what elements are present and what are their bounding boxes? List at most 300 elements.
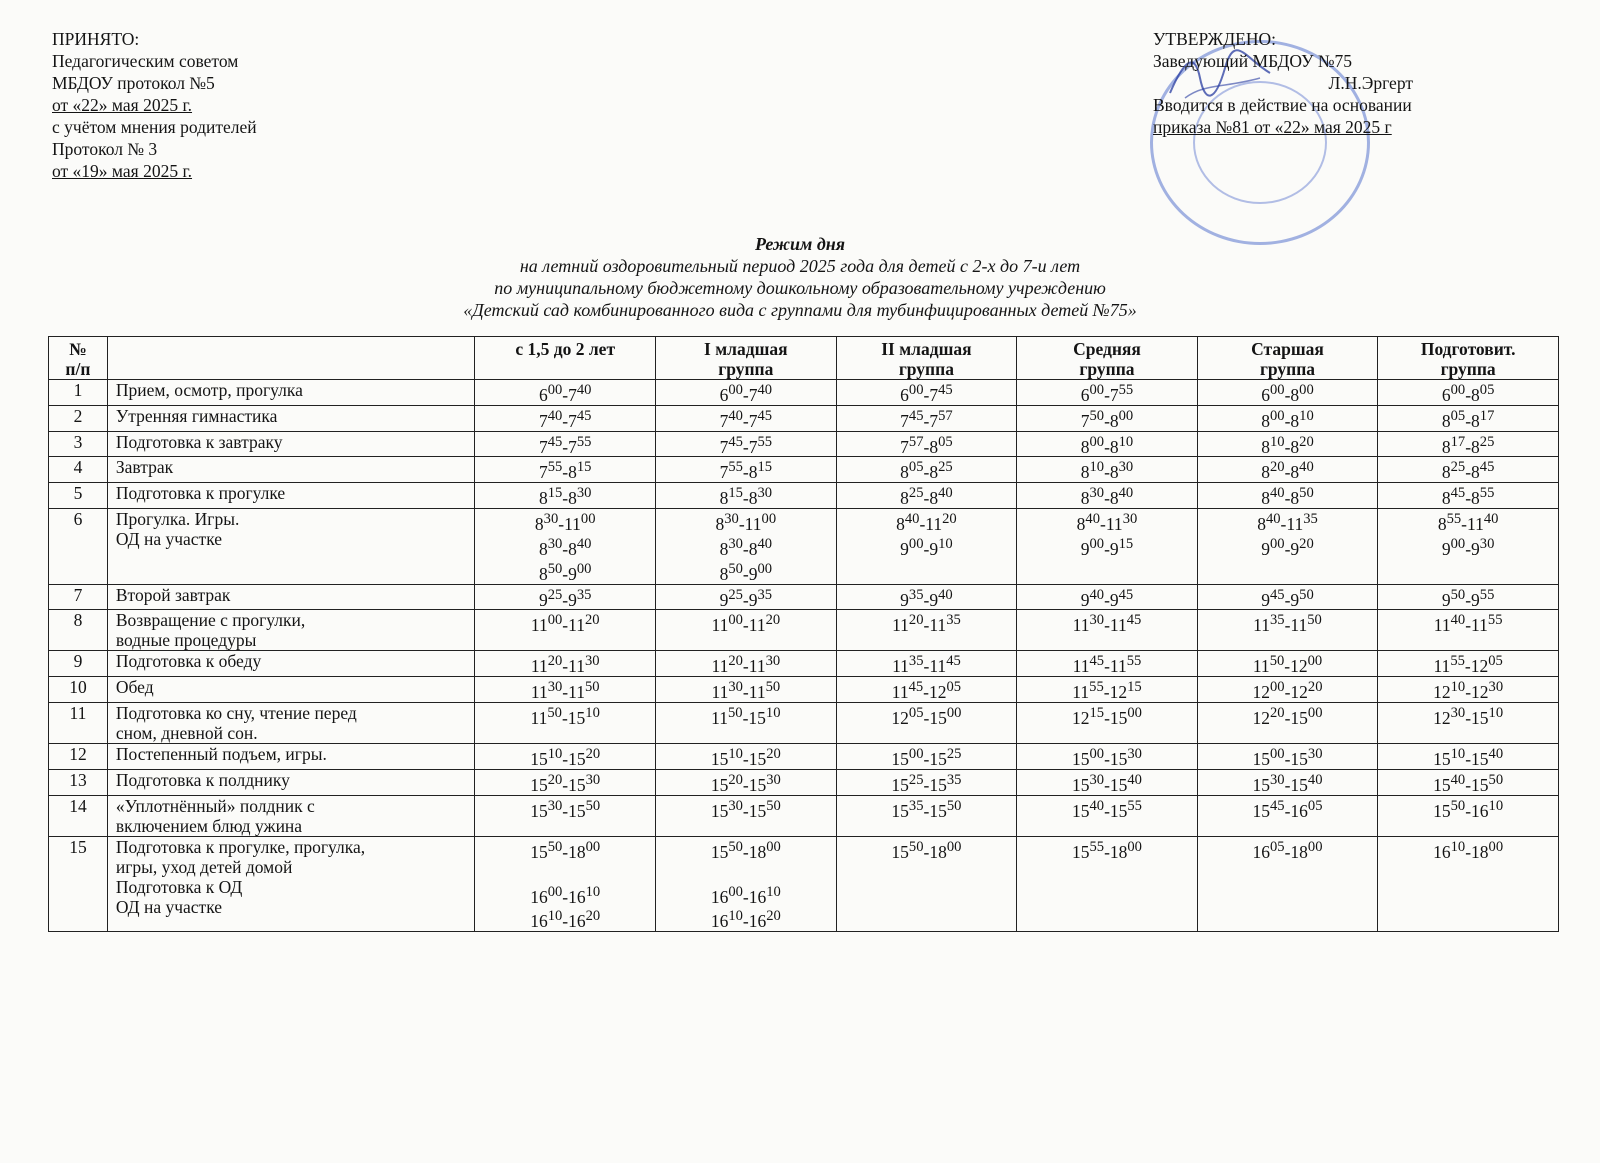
- time-hours: 15: [1252, 800, 1270, 821]
- time-minutes: 55: [1089, 679, 1104, 696]
- time-minutes: 35: [908, 653, 924, 670]
- time-range: $15^{30}-15^{40}$: [1252, 771, 1323, 795]
- time-minutes: 30: [766, 771, 781, 788]
- time-range: $16^{00}-16^{10}$: [530, 883, 601, 907]
- time-minutes: 10: [728, 746, 743, 763]
- time-range: $8^{05}-8^{25}$: [900, 459, 953, 483]
- time-hours: 15: [891, 800, 909, 821]
- time-hours: 16: [1433, 841, 1451, 862]
- approved-left-line: МБДОУ протокол №5: [52, 73, 215, 93]
- time-minutes: 45: [1089, 653, 1105, 670]
- time-hours: 11: [748, 682, 766, 703]
- time-minutes: 05: [1488, 653, 1503, 670]
- time-cell-group-1: [475, 431, 656, 457]
- time-hours: 15: [929, 748, 947, 769]
- time-hours: 16: [530, 886, 548, 907]
- time-range: $12^{05}-15^{00}$: [891, 705, 962, 728]
- time-minutes: 20: [766, 746, 781, 763]
- time-hours: 9: [568, 563, 577, 584]
- time-range: $11^{40}-11^{55}$: [1433, 612, 1503, 636]
- time-hours: 8: [1290, 436, 1300, 457]
- time-cell-group-3: [836, 836, 1017, 931]
- time-range: $15^{35}-15^{50}$: [891, 797, 962, 821]
- row-number: 14: [49, 795, 108, 836]
- time-minutes: 30: [1307, 746, 1323, 763]
- time-range: $11^{20}-11^{30}$: [711, 653, 781, 677]
- row-number: 11: [49, 703, 108, 744]
- time-hours: 11: [711, 656, 729, 677]
- time-cell-group-4: [1017, 509, 1198, 584]
- time-range: $15^{30}-15^{50}$: [530, 797, 601, 821]
- time-hours: 8: [1441, 488, 1451, 509]
- time-cell-group-4: [1017, 584, 1198, 610]
- time-hours: 15: [568, 748, 586, 769]
- time-range: $9^{00}-9^{30}$: [1441, 535, 1495, 559]
- time-cell-group-1: [475, 610, 656, 651]
- row-number: 8: [49, 610, 108, 651]
- time-hours: 15: [1109, 774, 1128, 795]
- time-hours: 8: [1257, 513, 1266, 534]
- time-range: $9^{40}-9^{45}$: [1080, 586, 1134, 610]
- table-row: [49, 483, 1559, 509]
- approved-left-heading: ПРИНЯТО:: [52, 29, 140, 49]
- time-minutes: 00: [1089, 382, 1105, 398]
- time-minutes: 30: [543, 511, 559, 528]
- activity-cell: [107, 431, 475, 457]
- activity-line: Подготовка к полднику: [115, 769, 290, 790]
- approved-right-line: приказа №81 от «22» мая 2025 г: [1153, 117, 1392, 137]
- approved-left-block: [52, 28, 257, 182]
- time-minutes: 20: [1307, 679, 1323, 696]
- time-range: $15^{10}-15^{20}$: [710, 746, 781, 769]
- time-hours: 9: [1441, 538, 1451, 559]
- time-hours: 16: [748, 886, 767, 907]
- time-range: $9^{00}-9^{10}$: [900, 535, 953, 559]
- time-hours: 15: [710, 800, 729, 821]
- time-minutes: 20: [908, 612, 924, 629]
- time-cell-group-2: [656, 703, 837, 744]
- time-minutes: 30: [728, 535, 743, 552]
- activity-line: Второй завтрак: [115, 584, 231, 605]
- time-minutes: 20: [942, 511, 957, 528]
- activity-line: Прием, осмотр, прогулка: [115, 380, 303, 400]
- row-number: 4: [49, 457, 108, 483]
- time-hours: 15: [530, 748, 548, 769]
- time-cell-group-1: [475, 405, 656, 431]
- time-minutes: 17: [1479, 407, 1495, 424]
- time-minutes: 45: [1126, 612, 1142, 629]
- table-row: [49, 836, 1559, 931]
- time-cell-group-6: [1378, 836, 1559, 931]
- time-hours: 12: [1433, 707, 1451, 728]
- time-hours: 11: [1466, 513, 1484, 534]
- time-cell-group-6: [1378, 431, 1559, 457]
- time-minutes: 55: [1487, 612, 1503, 629]
- time-hours: 15: [710, 774, 729, 795]
- time-minutes: 25: [1450, 459, 1466, 476]
- time-hours: 8: [929, 462, 939, 483]
- time-minutes: 15: [576, 459, 592, 476]
- time-hours: 11: [1109, 656, 1127, 677]
- activity-cell: [107, 457, 475, 483]
- time-hours: 11: [892, 656, 909, 677]
- time-cell-group-3: [836, 744, 1017, 770]
- time-range: $15^{40}-15^{50}$: [1433, 771, 1504, 795]
- time-minutes: 45: [547, 433, 563, 450]
- time-minutes: 30: [584, 653, 600, 670]
- time-hours: 8: [900, 462, 909, 483]
- time-minutes: 40: [1450, 771, 1466, 788]
- time-hours: 7: [538, 410, 548, 431]
- time-minutes: 00: [728, 883, 743, 900]
- time-cell-group-5: [1197, 651, 1378, 677]
- time-range: $7^{45}-7^{55}$: [719, 433, 773, 457]
- time-cell-group-4: [1017, 769, 1198, 795]
- time-hours: 9: [719, 589, 729, 610]
- time-hours: 12: [1071, 707, 1090, 728]
- table-row: [49, 584, 1559, 610]
- time-minutes: 30: [1488, 679, 1504, 696]
- time-range: $11^{50}-15^{10}$: [530, 705, 600, 728]
- time-minutes: 30: [1089, 485, 1105, 502]
- approved-right-heading: УТВЕРЖДЕНО:: [1153, 29, 1277, 49]
- time-hours: 16: [1252, 841, 1270, 862]
- time-hours: 8: [900, 488, 909, 509]
- time-cell-group-3: [836, 483, 1017, 509]
- time-minutes: 45: [728, 433, 743, 450]
- time-hours: 11: [748, 615, 766, 636]
- time-minutes: 40: [1299, 459, 1314, 476]
- time-minutes: 10: [1450, 746, 1466, 763]
- time-hours: 7: [900, 410, 909, 431]
- time-hours: 18: [1290, 841, 1308, 862]
- time-cell-group-3: [836, 405, 1017, 431]
- time-cell-group-6: [1378, 703, 1559, 744]
- time-range: $7^{55}-8^{15}$: [538, 459, 592, 483]
- time-minutes: 55: [1089, 838, 1105, 855]
- activity-cell: [107, 405, 475, 431]
- time-minutes: 00: [728, 382, 743, 398]
- time-range: $7^{40}-7^{45}$: [538, 407, 592, 431]
- time-minutes: 50: [728, 560, 743, 577]
- time-hours: 18: [568, 841, 586, 862]
- time-cell-group-6: [1378, 405, 1559, 431]
- table-row: [49, 703, 1559, 744]
- time-hours: 11: [1290, 615, 1308, 636]
- time-minutes: 00: [757, 560, 773, 577]
- time-cell-group-1: [475, 483, 656, 509]
- time-hours: 15: [1433, 748, 1451, 769]
- time-hours: 8: [748, 488, 758, 509]
- time-minutes: 55: [1126, 653, 1142, 670]
- time-hours: 15: [1433, 774, 1451, 795]
- schedule-body: [49, 380, 1559, 932]
- time-minutes: 15: [728, 485, 743, 502]
- row-number: 10: [49, 677, 108, 703]
- time-cell-group-4: [1017, 483, 1198, 509]
- time-hours: 11: [744, 513, 762, 534]
- time-cell-group-4: [1017, 431, 1198, 457]
- time-hours: 7: [1109, 384, 1119, 405]
- time-cell-group-3: [836, 457, 1017, 483]
- time-minutes: 40: [938, 485, 953, 502]
- signature-line: [1153, 72, 1413, 94]
- time-range: $15^{50}-18^{00}$: [891, 838, 962, 862]
- time-cell-group-2: [656, 380, 837, 406]
- time-range: $8^{25}-8^{45}$: [1441, 459, 1495, 483]
- time-minutes: 55: [576, 433, 592, 450]
- time-hours: 7: [929, 410, 939, 431]
- time-minutes: 45: [576, 407, 592, 424]
- time-minutes: 40: [1307, 771, 1323, 788]
- activity-line: Подготовка к прогулке, прогулка,: [115, 836, 366, 857]
- time-minutes: 15: [1118, 535, 1134, 552]
- time-hours: 8: [1080, 462, 1090, 483]
- time-cell-group-4: [1017, 795, 1198, 836]
- time-minutes: 35: [1270, 612, 1285, 629]
- time-minutes: 50: [584, 679, 600, 696]
- time-range: $12^{30}-15^{10}$: [1433, 705, 1504, 728]
- time-hours: 9: [1471, 589, 1480, 610]
- time-minutes: 50: [765, 679, 781, 696]
- time-hours: 11: [891, 682, 909, 703]
- time-hours: 8: [1109, 410, 1119, 431]
- time-minutes: 45: [908, 679, 924, 696]
- time-cell-group-3: [836, 431, 1017, 457]
- time-range: $15^{50}-18^{00}$: [530, 838, 601, 862]
- time-minutes: 40: [1270, 485, 1285, 502]
- time-hours: 11: [1072, 615, 1090, 636]
- time-minutes: 45: [946, 653, 961, 670]
- time-minutes: 10: [1488, 705, 1504, 722]
- approved-left-line: с учётом мнения родителей: [52, 117, 257, 137]
- time-range: $11^{00}-11^{20}$: [711, 612, 781, 636]
- time-minutes: 30: [1089, 612, 1105, 629]
- table-row: [49, 677, 1559, 703]
- time-hours: 16: [748, 911, 767, 932]
- title-subline: на летний оздоровительный период 2025 года для детей с 2-х до 7-и лет: [519, 256, 1081, 276]
- time-hours: 8: [1261, 462, 1270, 483]
- time-range: $12^{10}-12^{30}$: [1433, 679, 1504, 703]
- time-minutes: 55: [1446, 511, 1462, 528]
- time-range: $11^{50}-12^{00}$: [1252, 653, 1323, 677]
- time-cell-group-2: [656, 610, 837, 651]
- time-cell-group-5: [1197, 703, 1378, 744]
- time-hours: 8: [1471, 462, 1480, 483]
- time-hours: 7: [1080, 410, 1090, 431]
- time-minutes: 30: [728, 679, 743, 696]
- time-minutes: 20: [584, 612, 600, 629]
- time-minutes: 35: [1303, 511, 1318, 528]
- table-row: [49, 380, 1559, 406]
- time-cell-group-2: [656, 431, 837, 457]
- table-row: [49, 795, 1559, 836]
- time-cell-group-6: [1378, 651, 1559, 677]
- time-minutes: 40: [757, 382, 773, 398]
- time-range: $16^{05}-18^{00}$: [1252, 838, 1323, 862]
- time-minutes: 20: [728, 653, 743, 670]
- time-minutes: 25: [908, 485, 924, 502]
- time-minutes: 20: [765, 612, 781, 629]
- time-hours: 15: [568, 774, 586, 795]
- time-hours: 8: [929, 488, 939, 509]
- time-hours: 11: [711, 682, 729, 703]
- time-minutes: 00: [1089, 433, 1105, 450]
- time-cell-group-2: [656, 483, 837, 509]
- header-group-4: Средняя группа: [1017, 337, 1198, 380]
- time-hours: 12: [1252, 682, 1270, 703]
- time-hours: 8: [534, 513, 544, 534]
- time-range: $7^{57}-8^{05}$: [900, 433, 953, 457]
- time-minutes: 57: [908, 433, 924, 450]
- time-hours: 16: [568, 886, 586, 907]
- activity-cell: [107, 509, 475, 584]
- time-range: $11^{30}-11^{45}$: [1072, 612, 1142, 636]
- time-hours: 15: [710, 748, 729, 769]
- time-minutes: 40: [576, 382, 592, 398]
- time-range: $15^{20}-15^{30}$: [530, 771, 601, 795]
- time-minutes: 40: [1085, 511, 1100, 528]
- time-hours: 8: [1471, 436, 1480, 457]
- time-hours: 9: [1261, 589, 1270, 610]
- time-minutes: 20: [585, 746, 601, 763]
- time-hours: 15: [929, 707, 947, 728]
- table-header-row: [49, 337, 1559, 380]
- time-range: $9^{35}-9^{40}$: [900, 586, 953, 610]
- activity-line: Подготовка ко сну, чтение перед: [115, 703, 357, 724]
- time-minutes: 50: [1450, 797, 1466, 814]
- time-hours: 7: [929, 384, 939, 405]
- time-hours: 15: [1252, 748, 1270, 769]
- time-hours: 15: [530, 774, 548, 795]
- time-cell-group-1: [475, 380, 656, 406]
- time-cell-group-2: [656, 584, 837, 610]
- time-minutes: 15: [1127, 679, 1142, 696]
- activity-cell: [107, 483, 475, 509]
- time-hours: 15: [1433, 800, 1451, 821]
- table-row: [49, 744, 1559, 770]
- time-hours: 15: [1109, 707, 1128, 728]
- schedule-table: [48, 336, 1559, 932]
- time-hours: 11: [530, 656, 548, 677]
- time-minutes: 00: [766, 838, 781, 855]
- time-hours: 11: [530, 707, 548, 728]
- time-hours: 8: [896, 513, 905, 534]
- time-minutes: 00: [547, 382, 563, 398]
- time-cell-group-6: [1378, 795, 1559, 836]
- time-hours: 11: [1253, 615, 1270, 636]
- time-hours: 8: [1437, 513, 1447, 534]
- time-cell-group-1: [475, 457, 656, 483]
- time-minutes: 35: [576, 586, 592, 603]
- time-cell-group-2: [656, 836, 837, 931]
- time-range: $11^{50}-15^{10}$: [711, 705, 781, 728]
- time-hours: 9: [1080, 589, 1090, 610]
- time-cell-group-6: [1378, 483, 1559, 509]
- time-minutes: 20: [766, 908, 781, 925]
- time-minutes: 30: [547, 797, 563, 814]
- time-hours: 8: [1080, 488, 1090, 509]
- time-hours: 9: [568, 589, 577, 610]
- time-minutes: 20: [585, 908, 601, 925]
- header-group-5: Старшая группа: [1197, 337, 1378, 380]
- time-hours: 15: [891, 774, 909, 795]
- time-range: $8^{17}-8^{25}$: [1441, 433, 1495, 457]
- time-minutes: 20: [547, 653, 563, 670]
- time-hours: 8: [1441, 462, 1451, 483]
- time-minutes: 55: [1118, 382, 1134, 398]
- time-cell-group-5: [1197, 431, 1378, 457]
- time-minutes: 00: [576, 560, 592, 577]
- time-minutes: 57: [938, 407, 953, 424]
- time-range: $11^{35}-11^{45}$: [892, 653, 961, 677]
- time-hours: 11: [1252, 656, 1270, 677]
- time-minutes: 10: [1089, 459, 1105, 476]
- activity-line: игры, уход детей домой: [115, 856, 293, 877]
- time-minutes: 30: [1479, 535, 1495, 552]
- time-range: $11^{20}-11^{35}$: [892, 612, 961, 636]
- time-minutes: 00: [1307, 838, 1323, 855]
- time-hours: 7: [748, 384, 758, 405]
- time-minutes: 30: [547, 679, 563, 696]
- time-minutes: 55: [757, 433, 773, 450]
- time-hours: 11: [929, 656, 947, 677]
- time-hours: 9: [1290, 589, 1300, 610]
- time-minutes: 10: [547, 746, 563, 763]
- time-range: $6^{00}-7^{40}$: [538, 382, 592, 405]
- time-hours: 6: [538, 384, 548, 405]
- time-minutes: 30: [585, 771, 601, 788]
- time-range: $11^{55}-12^{05}$: [1433, 653, 1503, 677]
- header-group-1: с 1,5 до 2 лет: [475, 337, 656, 380]
- time-minutes: 20: [1270, 705, 1285, 722]
- time-range: $8^{05}-8^{17}$: [1441, 407, 1495, 431]
- time-range: $11^{00}-11^{20}$: [530, 612, 600, 636]
- row-number: 15: [49, 836, 108, 931]
- time-hours: 12: [929, 682, 947, 703]
- time-range: $8^{15}-8^{30}$: [538, 485, 592, 509]
- time-minutes: 10: [547, 908, 563, 925]
- time-range: $9^{45}-9^{50}$: [1261, 586, 1314, 610]
- time-range: $11^{55}-12^{15}$: [1072, 679, 1142, 703]
- time-minutes: 00: [728, 612, 743, 629]
- time-cell-group-6: [1378, 380, 1559, 406]
- time-cell-group-1: [475, 584, 656, 610]
- time-minutes: 30: [765, 653, 781, 670]
- header-group-2: I младшая группа: [656, 337, 837, 380]
- time-minutes: 20: [1299, 433, 1314, 450]
- time-minutes: 30: [757, 485, 773, 502]
- time-minutes: 30: [1122, 511, 1138, 528]
- time-hours: 8: [715, 513, 725, 534]
- time-cell-group-6: [1378, 457, 1559, 483]
- time-cell-group-1: [475, 677, 656, 703]
- time-range: $15^{50}-16^{10}$: [1433, 797, 1504, 821]
- time-range: $8^{30}-8^{40}$: [1080, 485, 1134, 509]
- activity-line: Прогулка. Игры.: [115, 509, 240, 530]
- time-hours: 9: [929, 589, 939, 610]
- time-minutes: 05: [1307, 797, 1323, 814]
- time-cell-group-2: [656, 677, 837, 703]
- time-minutes: 40: [728, 407, 743, 424]
- activity-cell: [107, 703, 475, 744]
- approved-left-line: Педагогическим советом: [52, 51, 239, 71]
- time-minutes: 10: [728, 908, 743, 925]
- time-minutes: 40: [1089, 797, 1105, 814]
- time-cell-group-5: [1197, 380, 1378, 406]
- time-minutes: 30: [547, 535, 563, 552]
- time-minutes: 00: [1307, 705, 1323, 722]
